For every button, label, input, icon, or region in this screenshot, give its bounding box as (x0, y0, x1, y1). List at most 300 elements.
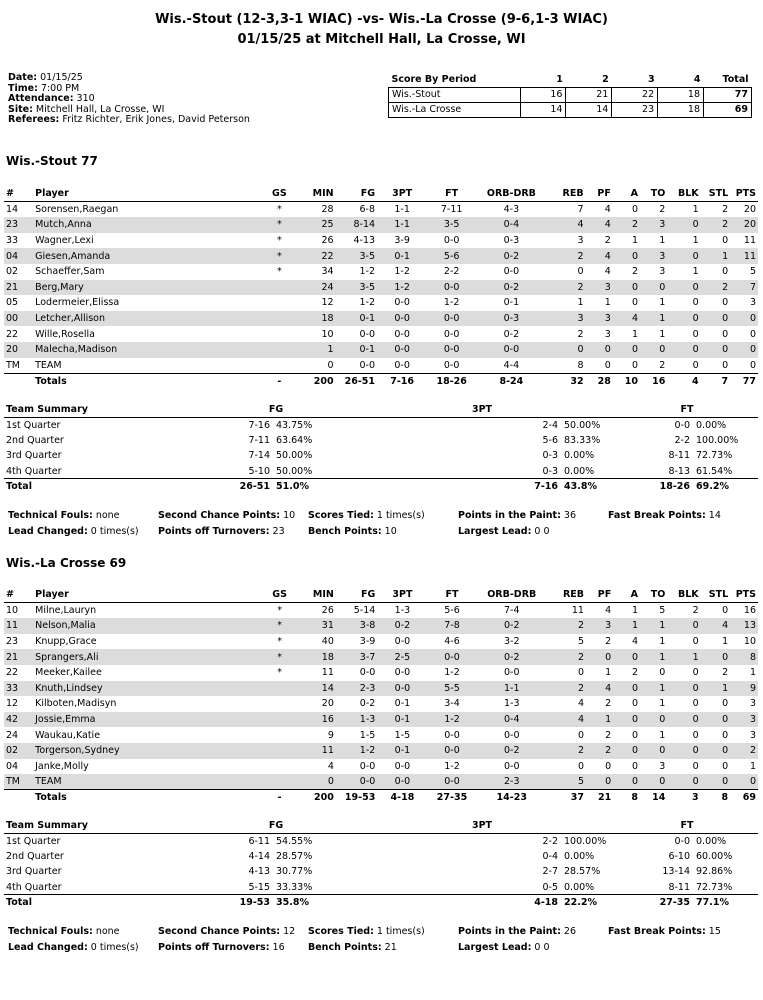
quarter-label: 1st Quarter (6, 835, 61, 847)
quarter-stat: 92.86% (696, 866, 733, 878)
stat-cell (262, 743, 297, 759)
stat-cell: 0 (640, 712, 667, 728)
summary-column-header: FT (616, 402, 758, 417)
total-stat: 19-53 (204, 895, 272, 910)
stat-cell (262, 759, 297, 775)
quarter-row (4, 880, 758, 895)
misc-stat-scores-tied (308, 508, 425, 524)
stat-cell: 1 (631, 605, 639, 617)
stat-cell: 0 (667, 311, 700, 327)
stat-cell: 11 (297, 743, 336, 759)
stat-cell: 1-3 (394, 605, 411, 617)
stat-cell: 5 (577, 636, 584, 648)
misc-stat-label: Largest Lead: (458, 526, 532, 537)
stat-cell: 0 (631, 359, 639, 371)
box-score-table-stout (4, 186, 758, 389)
stat-cell: 1 (692, 266, 699, 278)
stat-cell: 4 (547, 712, 586, 728)
stat-cell: * (277, 667, 282, 679)
stat-cell: 1 (659, 235, 666, 247)
stat-cell: 0-1 (377, 712, 427, 728)
stat-cell: 0-3 (503, 235, 520, 247)
stat-cell: 3 (577, 235, 584, 247)
stat-cell: 0 (722, 605, 729, 617)
stat-cell: 14 (297, 681, 336, 697)
total-stat: 26-51 (204, 479, 272, 494)
sbp-header-cell: 2 (566, 72, 612, 87)
stat-cell: 3 (640, 248, 667, 264)
stat-cell: 5-5 (428, 681, 477, 697)
stat-cell: 18 (297, 649, 336, 665)
stat-cell: 0 (701, 774, 731, 790)
misc-stat-value: none (92, 926, 120, 937)
stat-cell: 33 (4, 681, 33, 697)
stat-cell: * (276, 266, 282, 278)
stat-cell: 0 (692, 328, 699, 340)
misc-stat-value: 26 (560, 926, 576, 937)
stat-cell: 4 (586, 248, 613, 264)
stat-cell: 1 (613, 618, 640, 634)
misc-stat-value: 14 (705, 510, 721, 521)
quarter-stat: 50.00% (276, 450, 313, 462)
stat-cell: 1-2 (394, 266, 410, 278)
quarter-stat: 28.57% (564, 866, 601, 878)
stat-cell: 21 (4, 280, 33, 296)
total-stat: 4-18 (348, 895, 560, 910)
attendance-value: 310 (76, 93, 95, 104)
stat-cell: 04 (6, 760, 19, 772)
stat-cell: 31 (297, 618, 336, 634)
stat-cell: 1-2 (428, 712, 477, 728)
player-name: Waukau,Katie (35, 729, 101, 741)
stat-cell: 0-0 (503, 729, 520, 741)
score-row-stout (389, 87, 752, 102)
total-cell: - (262, 373, 297, 389)
quarter-total-row (4, 895, 758, 910)
quarter-stat: 0-0 (674, 419, 690, 431)
player-row (4, 665, 758, 681)
stat-cell: 2 (547, 248, 586, 264)
misc-stat-value: 15 (705, 926, 721, 937)
column-header: TO (640, 587, 667, 603)
stat-cell: 5-14 (353, 605, 376, 617)
stat-cell (262, 712, 297, 728)
stat-cell: 1 (659, 698, 666, 710)
stat-cell: 0 (667, 681, 700, 697)
column-header: PF (586, 587, 613, 603)
quarter-stat: 6-10 (668, 850, 690, 862)
quarter-label: 2nd Quarter (6, 434, 64, 446)
stat-cell (262, 342, 297, 358)
sbp-score: 14 (566, 102, 612, 117)
misc-stat-label: Lead Changed: (8, 526, 88, 537)
column-header: STL (701, 186, 731, 202)
stat-cell: 5 (659, 605, 666, 617)
quarter-row (4, 448, 758, 463)
column-header: REB (547, 587, 586, 603)
stat-cell: 0-0 (377, 774, 427, 790)
stat-cell: 4 (613, 311, 640, 327)
stat-cell: 4 (604, 266, 611, 278)
quarter-stat: 0-3 (542, 465, 558, 477)
date-value: 01/15/25 (40, 72, 83, 83)
stat-cell: 1 (659, 729, 666, 741)
time-value: 7:00 PM (40, 82, 80, 94)
stat-cell: 2-3 (336, 681, 377, 697)
column-header: # (4, 587, 33, 603)
stat-cell: 0 (722, 359, 729, 371)
total-stat: 7-16 (348, 479, 560, 494)
player-name: Nelson,Malia (33, 618, 262, 634)
quarter-stat: 0.00% (696, 419, 727, 431)
stat-cell: 0-1 (377, 743, 427, 759)
stat-cell: 1-2 (377, 280, 427, 296)
column-header: MIN (297, 587, 336, 603)
stat-cell: 0 (667, 217, 700, 233)
player-name: Milne,Lauryn (35, 605, 97, 617)
misc-stat-turnovers (158, 940, 285, 956)
stat-cell: 0 (701, 743, 731, 759)
stat-cell: 2 (701, 217, 731, 233)
stat-cell: 3 (659, 266, 666, 278)
stat-cell: 0-1 (503, 297, 520, 309)
misc-stat-scores-tied (308, 924, 425, 940)
misc-stat-value: 0 0 (531, 526, 550, 537)
stat-cell (262, 696, 297, 712)
totals-row (4, 790, 758, 806)
quarter-label: 3rd Quarter (6, 866, 62, 878)
stat-cell: 0 (640, 280, 667, 296)
stat-cell: 0 (613, 342, 640, 358)
stat-cell: 0-0 (359, 359, 376, 371)
quarter-stat: 54.55% (276, 835, 313, 847)
stat-cell: 0 (586, 649, 613, 665)
stat-cell: * (262, 649, 297, 665)
player-name: Knuth,Lindsey (33, 681, 262, 697)
quarter-stat: 0.00% (564, 850, 595, 862)
quarter-stat: 0.00% (564, 450, 595, 462)
stat-cell: 1-2 (444, 667, 460, 679)
stat-cell: 3-4 (444, 698, 460, 710)
column-header: 3PT (377, 587, 427, 603)
stat-cell: 0 (701, 649, 731, 665)
team-summary-header (4, 818, 758, 833)
stat-cell: 1-1 (377, 217, 427, 233)
column-header: PTS (730, 587, 758, 603)
stat-cell: 0-0 (359, 328, 376, 340)
column-header: GS (262, 186, 297, 202)
stat-cell: 0-3 (476, 311, 547, 327)
player-row (4, 727, 758, 743)
score-row-lacrosse (389, 102, 752, 117)
stat-cell: 23 (6, 636, 19, 648)
column-header: FT (427, 186, 476, 202)
misc-stat-value: 0 0 (531, 942, 550, 953)
stat-cell: 1 (297, 342, 336, 358)
total-cell: 4 (667, 373, 700, 389)
stat-cell: 1 (659, 636, 666, 648)
total-cell: 8-24 (476, 373, 547, 389)
quarter-label: 4th Quarter (6, 465, 62, 477)
quarter-stat: 5-15 (248, 881, 270, 893)
stat-cell: 0 (692, 698, 699, 710)
stat-cell: 1 (659, 328, 666, 340)
stat-cell: 3-7 (336, 649, 377, 665)
quarter-stat: 72.73% (696, 450, 733, 462)
stat-cell: 2-5 (377, 649, 427, 665)
stat-cell: 0-2 (476, 618, 547, 634)
stat-cell: 3 (547, 311, 586, 327)
total-cell: 4-18 (377, 790, 427, 806)
sbp-score: 18 (658, 102, 704, 117)
sbp-score: 23 (612, 102, 658, 117)
stat-cell: 1 (577, 297, 584, 309)
stat-cell: 0-1 (394, 698, 411, 710)
stat-cell: 0-2 (476, 649, 547, 665)
player-row (4, 618, 758, 634)
player-name: TEAM (33, 774, 262, 790)
sbp-score: 14 (520, 102, 566, 117)
stat-cell: 0-0 (443, 235, 460, 247)
stat-cell: 0 (640, 743, 667, 759)
stat-cell: 1-3 (503, 698, 520, 710)
stat-cell: 0 (722, 266, 729, 278)
stat-cell: 33 (6, 235, 19, 247)
stat-cell: 0 (640, 342, 667, 358)
total-cell: 19-53 (336, 790, 377, 806)
misc-stat-label: Points in the Paint: (458, 926, 561, 937)
stat-cell: 0 (749, 328, 756, 340)
stat-cell: 0-2 (476, 248, 547, 264)
quarter-stat: 2-4 (542, 419, 558, 431)
misc-stat-second-chance (158, 508, 295, 524)
stat-cell: 3 (586, 618, 613, 634)
misc-stat-fast-break (608, 508, 721, 524)
quarter-stat: 0-4 (542, 850, 558, 862)
stat-cell: 2 (547, 280, 586, 296)
stat-cell: 3 (749, 297, 756, 309)
stat-cell: 1 (640, 681, 667, 697)
column-header: PF (586, 186, 613, 202)
stat-cell: 1 (692, 235, 699, 247)
stat-cell: 0 (667, 342, 700, 358)
stat-cell: 0 (631, 729, 639, 741)
total-stat: 18-26 (616, 479, 692, 494)
stat-cell: 0-0 (359, 667, 376, 679)
misc-stat-value: 10 (280, 510, 296, 521)
stat-cell: 0-4 (476, 217, 547, 233)
total-cell: 21 (586, 790, 613, 806)
total-cell: Totals (33, 373, 262, 389)
box-score-table-lacrosse (4, 587, 758, 805)
stat-cell: 0 (604, 359, 611, 371)
stat-cell: 2 (547, 618, 586, 634)
stat-cell: * (262, 248, 297, 264)
misc-stat-value: 21 (381, 942, 397, 953)
stat-cell: 24 (6, 729, 19, 741)
stat-cell: 0-2 (476, 280, 547, 296)
stat-cell: 11 (571, 605, 584, 617)
quarter-stat: 0-3 (542, 450, 558, 462)
stat-cell: 0 (692, 359, 699, 371)
player-row (4, 311, 758, 327)
stat-cell: 1 (604, 297, 611, 309)
stat-cell: 0 (577, 729, 584, 741)
stats-header-row (4, 587, 758, 603)
misc-stat-bench (308, 940, 397, 956)
quarter-stat: 28.57% (276, 850, 313, 862)
quarter-stat: 5-10 (248, 465, 270, 477)
stat-cell: 0-0 (394, 760, 411, 772)
quarter-row (4, 833, 758, 848)
stat-cell: * (276, 204, 282, 216)
misc-stat-value: 0 times(s) (87, 942, 139, 953)
stat-cell: 2 (586, 743, 613, 759)
stat-cell: 14 (6, 204, 19, 216)
stat-cell: 2 (722, 667, 729, 679)
stat-cell: 3 (749, 729, 756, 741)
player-name: Mutch,Anna (33, 217, 262, 233)
stat-cell: 2 (604, 235, 611, 247)
stat-cell: 0-2 (476, 743, 547, 759)
stat-cell: 4-13 (353, 235, 376, 247)
quarter-stat: 8-13 (668, 465, 690, 477)
total-cell: 8 (701, 790, 731, 806)
column-header: MIN (297, 186, 336, 202)
stat-cell: 0 (613, 712, 640, 728)
quarter-stat: 61.54% (696, 465, 733, 477)
referees-value: Fritz Richter, Erik Jones, David Peterson (62, 114, 250, 125)
player-row (4, 295, 758, 311)
misc-stat-second-chance (158, 924, 295, 940)
stat-cell: 0-0 (503, 760, 520, 772)
stat-cell: 11 (4, 618, 33, 634)
stat-cell (262, 774, 297, 790)
stat-cell: 0-0 (444, 729, 460, 741)
misc-stat-label: Largest Lead: (458, 942, 532, 953)
stat-cell: 4 (631, 636, 639, 648)
misc-stat-label: Bench Points: (308, 526, 382, 537)
stat-cell: 1 (640, 649, 667, 665)
stat-cell: 3-5 (427, 217, 476, 233)
totals-row (4, 373, 758, 389)
stat-cell: 0 (722, 698, 729, 710)
column-header: BLK (667, 186, 700, 202)
stat-cell: 0-0 (428, 774, 477, 790)
stat-cell: 5-6 (427, 248, 476, 264)
summary-column-header: 3PT (348, 402, 616, 417)
total-cell (4, 790, 33, 806)
stat-cell (262, 311, 297, 327)
stat-cell: 42 (4, 712, 33, 728)
stat-cell: 0-2 (377, 618, 427, 634)
total-cell: 200 (297, 373, 336, 389)
misc-stat-label: Technical Fouls: (8, 510, 93, 521)
stat-cell: 2 (701, 280, 731, 296)
misc-stat-label: Lead Changed: (8, 942, 88, 953)
player-name: Torgerson,Sydney (33, 743, 262, 759)
quarter-stat: 100.00% (564, 835, 607, 847)
stat-cell: 1 (659, 297, 666, 309)
stat-cell: 0-1 (377, 248, 427, 264)
player-name: Kilboten,Madisyn (35, 698, 117, 710)
stat-cell: 0 (613, 743, 640, 759)
player-name: TEAM (35, 359, 62, 371)
summary-column-header: FG (204, 402, 348, 417)
quarter-stat: 60.00% (696, 850, 733, 862)
attendance-label: Attendance: (8, 93, 74, 104)
total-cell: 10 (613, 373, 640, 389)
stat-cell: 0-0 (427, 311, 476, 327)
stat-cell: 0-0 (377, 342, 427, 358)
column-header: BLK (667, 587, 700, 603)
stat-cell: 0-0 (427, 342, 476, 358)
player-row (4, 696, 758, 712)
stat-cell: 0 (631, 760, 639, 772)
sbp-header-cell: 1 (520, 72, 566, 87)
total-cell: - (262, 790, 297, 806)
stat-cell: 0 (692, 729, 699, 741)
stat-cell: 0 (701, 311, 731, 327)
stat-cell: 34 (321, 266, 334, 278)
quarter-label: 1st Quarter (6, 419, 61, 431)
stat-cell: 2 (605, 636, 612, 648)
stat-cell: 0 (577, 667, 584, 679)
stat-cell: 3-9 (394, 235, 410, 247)
misc-stat-value: 23 (269, 526, 285, 537)
misc-stat-paint (458, 924, 576, 940)
stat-cell: 2 (631, 266, 639, 278)
stat-cell: 7 (730, 280, 758, 296)
stat-cell: 0 (327, 359, 334, 371)
team-summary-table-lacrosse (4, 818, 758, 910)
stat-cell: 1-2 (359, 266, 376, 278)
stat-cell: 0 (613, 280, 640, 296)
stat-cell: 26 (321, 605, 334, 617)
stat-cell: 2 (605, 729, 612, 741)
stat-cell: * (276, 235, 282, 247)
stat-cell: 4-6 (444, 636, 460, 648)
stat-cell: 0 (667, 618, 700, 634)
quarter-stat: 33.33% (276, 881, 313, 893)
stat-cell: 20 (743, 204, 756, 216)
score-by-period-header (389, 72, 752, 87)
stat-cell: 18 (297, 311, 336, 327)
player-row (4, 202, 758, 218)
stat-cell: 0 (297, 774, 336, 790)
stat-cell: 0-0 (428, 649, 477, 665)
total-cell: 26-51 (336, 373, 377, 389)
team-summary-header (4, 402, 758, 417)
quarter-stat: 30.77% (276, 866, 313, 878)
player-name: Letcher,Allison (33, 311, 262, 327)
stat-cell (262, 280, 297, 296)
player-row (4, 248, 758, 264)
sbp-team-name: Wis.-La Crosse (389, 102, 521, 117)
stat-cell: 8 (730, 649, 758, 665)
quarter-stat: 7-11 (248, 434, 270, 446)
stat-cell: 2 (659, 359, 666, 371)
player-name: Wille,Rosella (35, 328, 95, 340)
stat-cell: 0 (722, 235, 729, 247)
quarter-stat: 0.00% (696, 835, 727, 847)
quarter-stat: 8-11 (668, 881, 690, 893)
player-name: Sprangers,Ali (33, 649, 262, 665)
stat-cell: 0 (613, 649, 640, 665)
stat-cell: 0-0 (394, 667, 411, 679)
stat-cell: 3 (604, 328, 611, 340)
player-name: Sorensen,Raegan (35, 204, 119, 216)
